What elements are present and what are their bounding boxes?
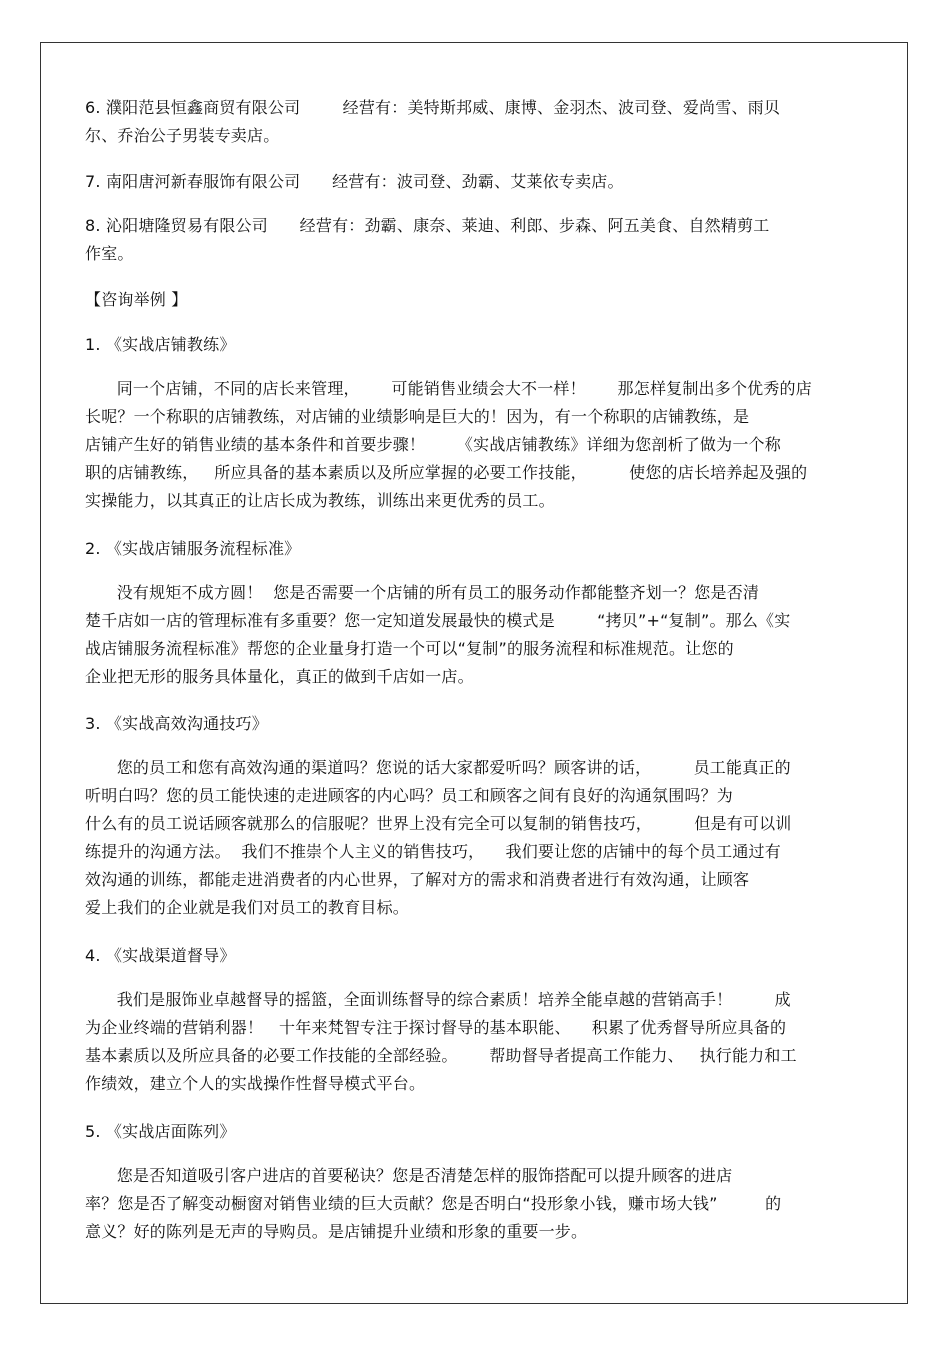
paragraph-line: 楚千店如一店的管理标准有多重要？您一定知道发展最快的模式是 “拷贝”+“复制”。那么《实 <box>85 611 791 630</box>
paragraph-line: 效沟通的训练，都能走进消费者的内心世界，了解对方的需求和消费者进行有效沟通，让顾客 <box>85 870 750 889</box>
paragraph-line: 职的店铺教练， 所应具备的基本素质以及所应掌握的必要工作技能， 使您的店长培养起及强的 <box>85 463 808 482</box>
paragraph-line: 同一个店铺，不同的店长来管理， 可能销售业绩会大不一样！ 那怎样复制出多个优秀的店 <box>85 379 812 398</box>
paragraph-line: 听明白吗？您的员工能快速的走进顾客的内心吗？员工和顾客之间有良好的沟通氛围吗？为 <box>85 786 734 805</box>
paragraph-line: 企业把无形的服务具体量化，真正的做到千店如一店。 <box>85 667 474 686</box>
paragraph-line: 什么有的员工说话顾客就那么的信服呢？世界上没有完全可以复制的销售技巧， 但是有可以训 <box>85 814 792 833</box>
course-title: 2. 《实战店铺服务流程标准》 <box>85 539 301 558</box>
paragraph-line: 您是否知道吸引客户进店的首要秘诀？您是否清楚怎样的服饰搭配可以提升顾客的进店 <box>85 1166 733 1185</box>
paragraph-line: 为企业终端的营销利器！ 十年来梵智专注于探讨督导的基本职能、 积累了优秀督导所应具备的 <box>85 1018 787 1037</box>
course-title: 3. 《实战高效沟通技巧》 <box>85 714 268 733</box>
company-6-line-2: 尔、乔治公子男装专卖店。 <box>85 126 280 145</box>
paragraph-line: 实操能力，以其真正的让店长成为教练，训练出来更优秀的员工。 <box>85 491 555 510</box>
paragraph-line: 率？您是否了解变动橱窗对销售业绩的巨大贡献？您是否明白“投形象小钱，赚市场大钱” 的 <box>85 1194 782 1213</box>
paragraph-line: 战店铺服务流程标准》帮您的企业量身打造一个可以“复制”的服务流程和标准规范。让您的 <box>85 639 734 658</box>
paragraph-line: 意义？好的陈列是无声的导购员。是店铺提升业绩和形象的重要一步。 <box>85 1222 588 1241</box>
company-8-line-2: 作室。 <box>85 244 134 263</box>
company-8-line-1: 8. 沁阳塘隆贸易有限公司 经营有：劲霸、康奈、莱迪、利郎、步森、阿五美食、自然精剪工 <box>85 216 770 235</box>
paragraph-line: 练提升的沟通方法。 我们不推崇个人主义的销售技巧， 我们要让您的店铺中的每个员工通过有 <box>85 842 781 861</box>
paragraph-line: 您的员工和您有高效沟通的渠道吗？您说的话大家都爱听吗？顾客讲的话， 员工能真正的 <box>85 758 791 777</box>
paragraph-line: 长呢？一个称职的店铺教练，对店铺的业绩影响是巨大的！因为，有一个称职的店铺教练，是 <box>85 407 750 426</box>
company-6-line-1: 6. 濮阳范县恒鑫商贸有限公司 经营有：美特斯邦威、康博、金羽杰、波司登、爱尚雪、雨贝 <box>85 98 781 117</box>
paragraph-line: 我们是服饰业卓越督导的摇篮，全面训练督导的综合素质！培养全能卓越的营销高手！ 成 <box>85 990 791 1009</box>
course-title: 4. 《实战渠道督导》 <box>85 946 236 965</box>
paragraph-line: 作绩效，建立个人的实战操作性督导模式平台。 <box>85 1074 426 1093</box>
paragraph-line: 店铺产生好的销售业绩的基本条件和首要步骤！ 《实战店铺教练》详细为您剖析了做为一个称 <box>85 435 781 454</box>
section-heading: 【咨询举例 】 <box>85 290 188 309</box>
course-title: 5. 《实战店面陈列》 <box>85 1122 236 1141</box>
paragraph-line: 爱上我们的企业就是我们对员工的教育目标。 <box>85 898 410 917</box>
company-7-line-1: 7. 南阳唐河新春服饰有限公司 经营有：波司登、劲霸、艾莱依专卖店。 <box>85 172 624 191</box>
paragraph-line: 基本素质以及所应具备的必要工作技能的全部经验。 帮助督导者提高工作能力、 执行能力和工 <box>85 1046 797 1065</box>
paragraph-line: 没有规矩不成方圆！ 您是否需要一个店铺的所有员工的服务动作都能整齐划一？您是否清 <box>85 583 760 602</box>
course-title: 1. 《实战店铺教练》 <box>85 335 236 354</box>
